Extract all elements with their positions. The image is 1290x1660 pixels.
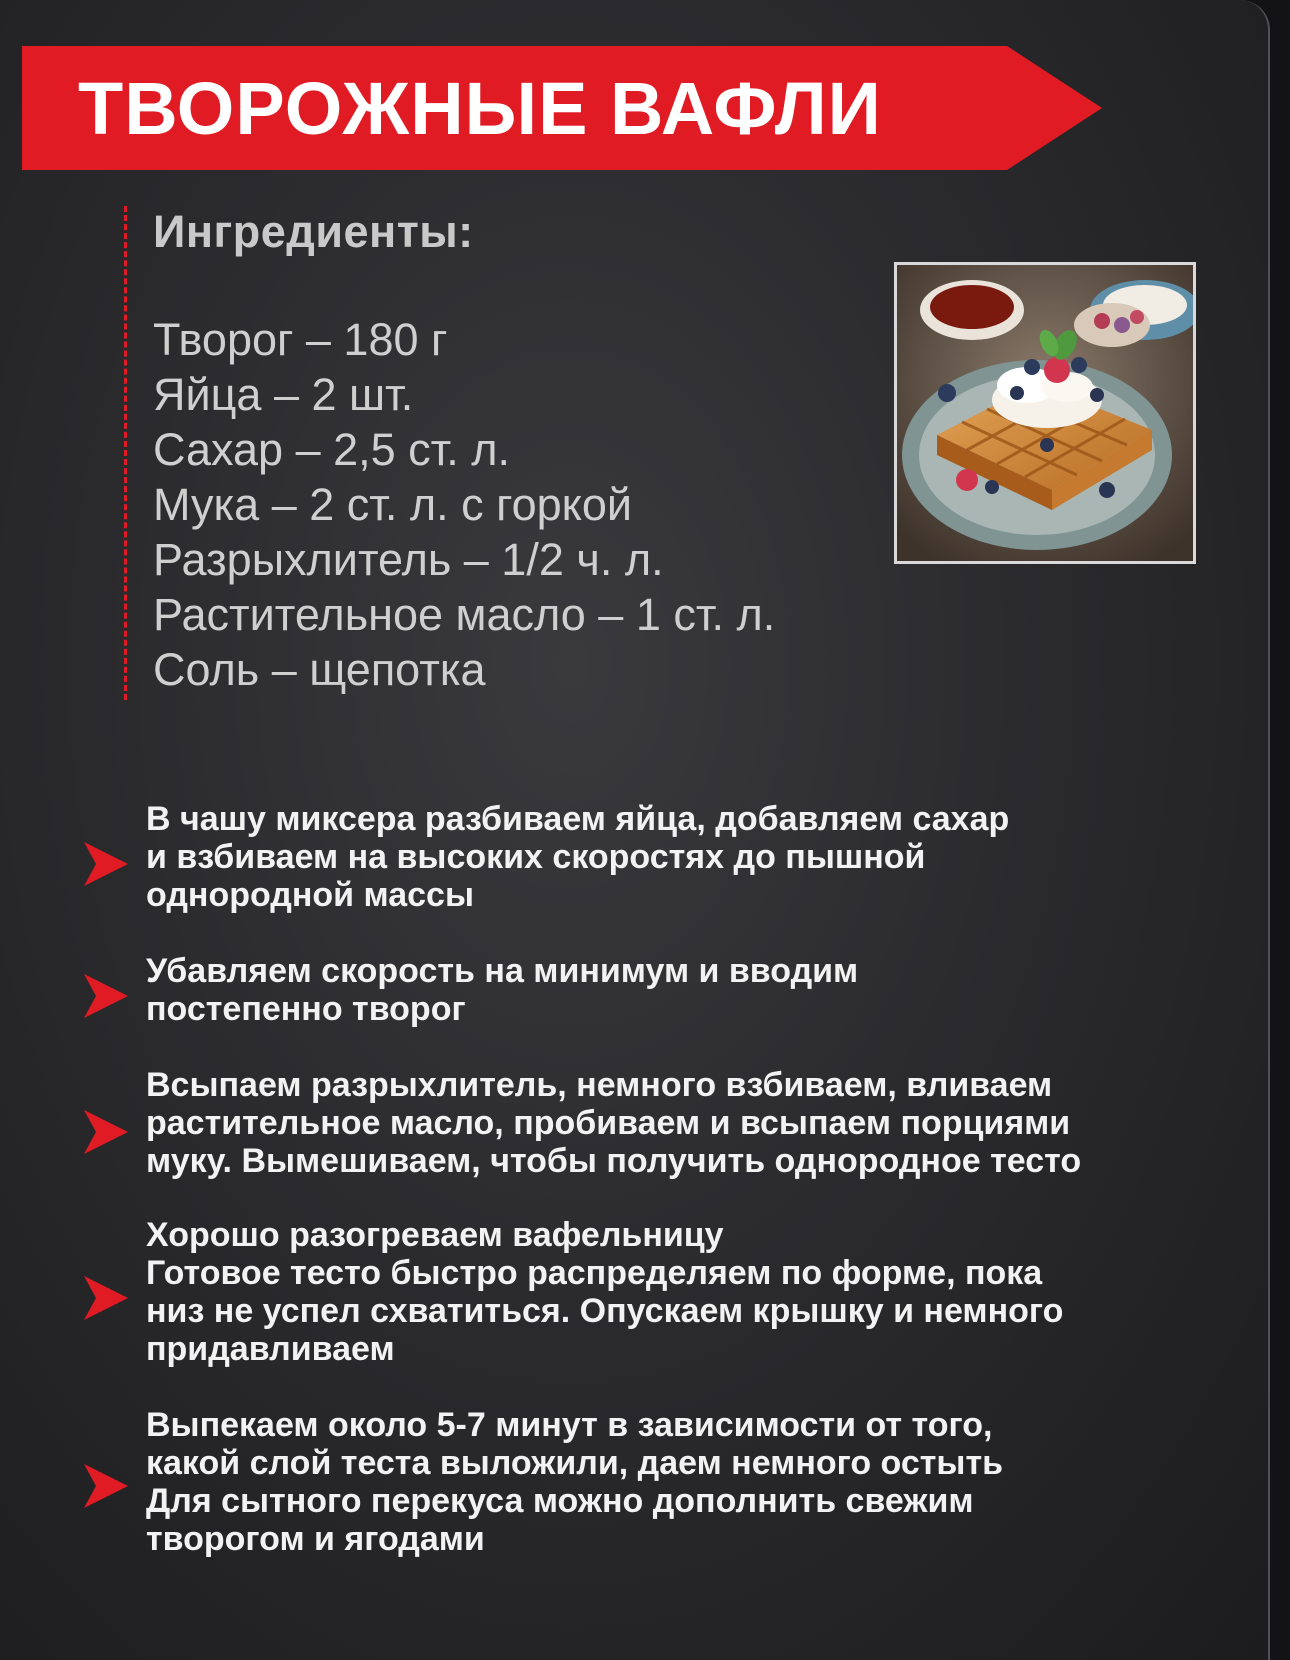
step-line: Убавляем скорость на минимум и вводим: [146, 952, 859, 990]
ingredient-item: Растительное масло – 1 ст. л.: [153, 589, 776, 640]
step-text: [146, 952, 1226, 1028]
step-line: Хорошо разогреваем вафельницу: [146, 1216, 724, 1254]
step-text: [146, 1406, 1226, 1558]
arrow-bullet-icon: [84, 1276, 128, 1320]
step-line: низ не успел схватиться. Опускаем крышку и немного: [146, 1292, 1064, 1330]
step-line: Всыпаем разрыхлитель, немного взбиваем, вливаем: [146, 1066, 1053, 1104]
ingredient-item: Соль – щепотка: [153, 644, 486, 695]
step-line: придавливаем: [146, 1330, 395, 1368]
arrow-bullet-icon: [84, 842, 128, 886]
ingredient-item: Разрыхлитель – 1/2 ч. л.: [153, 534, 664, 585]
arrow-bullet-icon: [84, 1110, 128, 1154]
page-title: ТВОРОЖНЫЕ ВАФЛИ: [78, 67, 882, 150]
step-line: растительное масло, пробиваем и всыпаем порциями: [146, 1104, 1071, 1142]
arrow-bullet-icon: [84, 1464, 128, 1508]
step-line: постепенно творог: [146, 990, 466, 1028]
step-line: творогом и ягодами: [146, 1520, 485, 1558]
ingredients-heading: Ингредиенты:: [153, 206, 474, 257]
step-text: [146, 800, 1226, 914]
step-line: муку. Вымешиваем, чтобы получить однородное тесто: [146, 1142, 1082, 1180]
step-line: Для сытного перекуса можно дополнить свежим: [146, 1482, 974, 1520]
step-line: Готовое тесто быстро распределяем по форме, пока: [146, 1254, 1043, 1292]
step-line: и взбиваем на высоких скоростях до пышной: [146, 838, 926, 876]
ingredient-item: Мука – 2 ст. л. с горкой: [153, 479, 632, 530]
step-text: [146, 1216, 1226, 1368]
step-line: Выпекаем около 5-7 минут в зависимости от того,: [146, 1406, 993, 1444]
step-text: [146, 1066, 1226, 1180]
step-line: однородной массы: [146, 876, 474, 914]
ingredient-item: Творог – 180 г: [153, 314, 448, 365]
ingredient-item: Сахар – 2,5 ст. л.: [153, 424, 511, 475]
step-line: В чашу миксера разбиваем яйца, добавляем сахар: [146, 800, 1010, 838]
arrow-bullet-icon: [84, 974, 128, 1018]
step-line: какой слой теста выложили, даем немного остыть: [146, 1444, 1004, 1482]
ingredient-item: Яйца – 2 шт.: [153, 369, 414, 420]
